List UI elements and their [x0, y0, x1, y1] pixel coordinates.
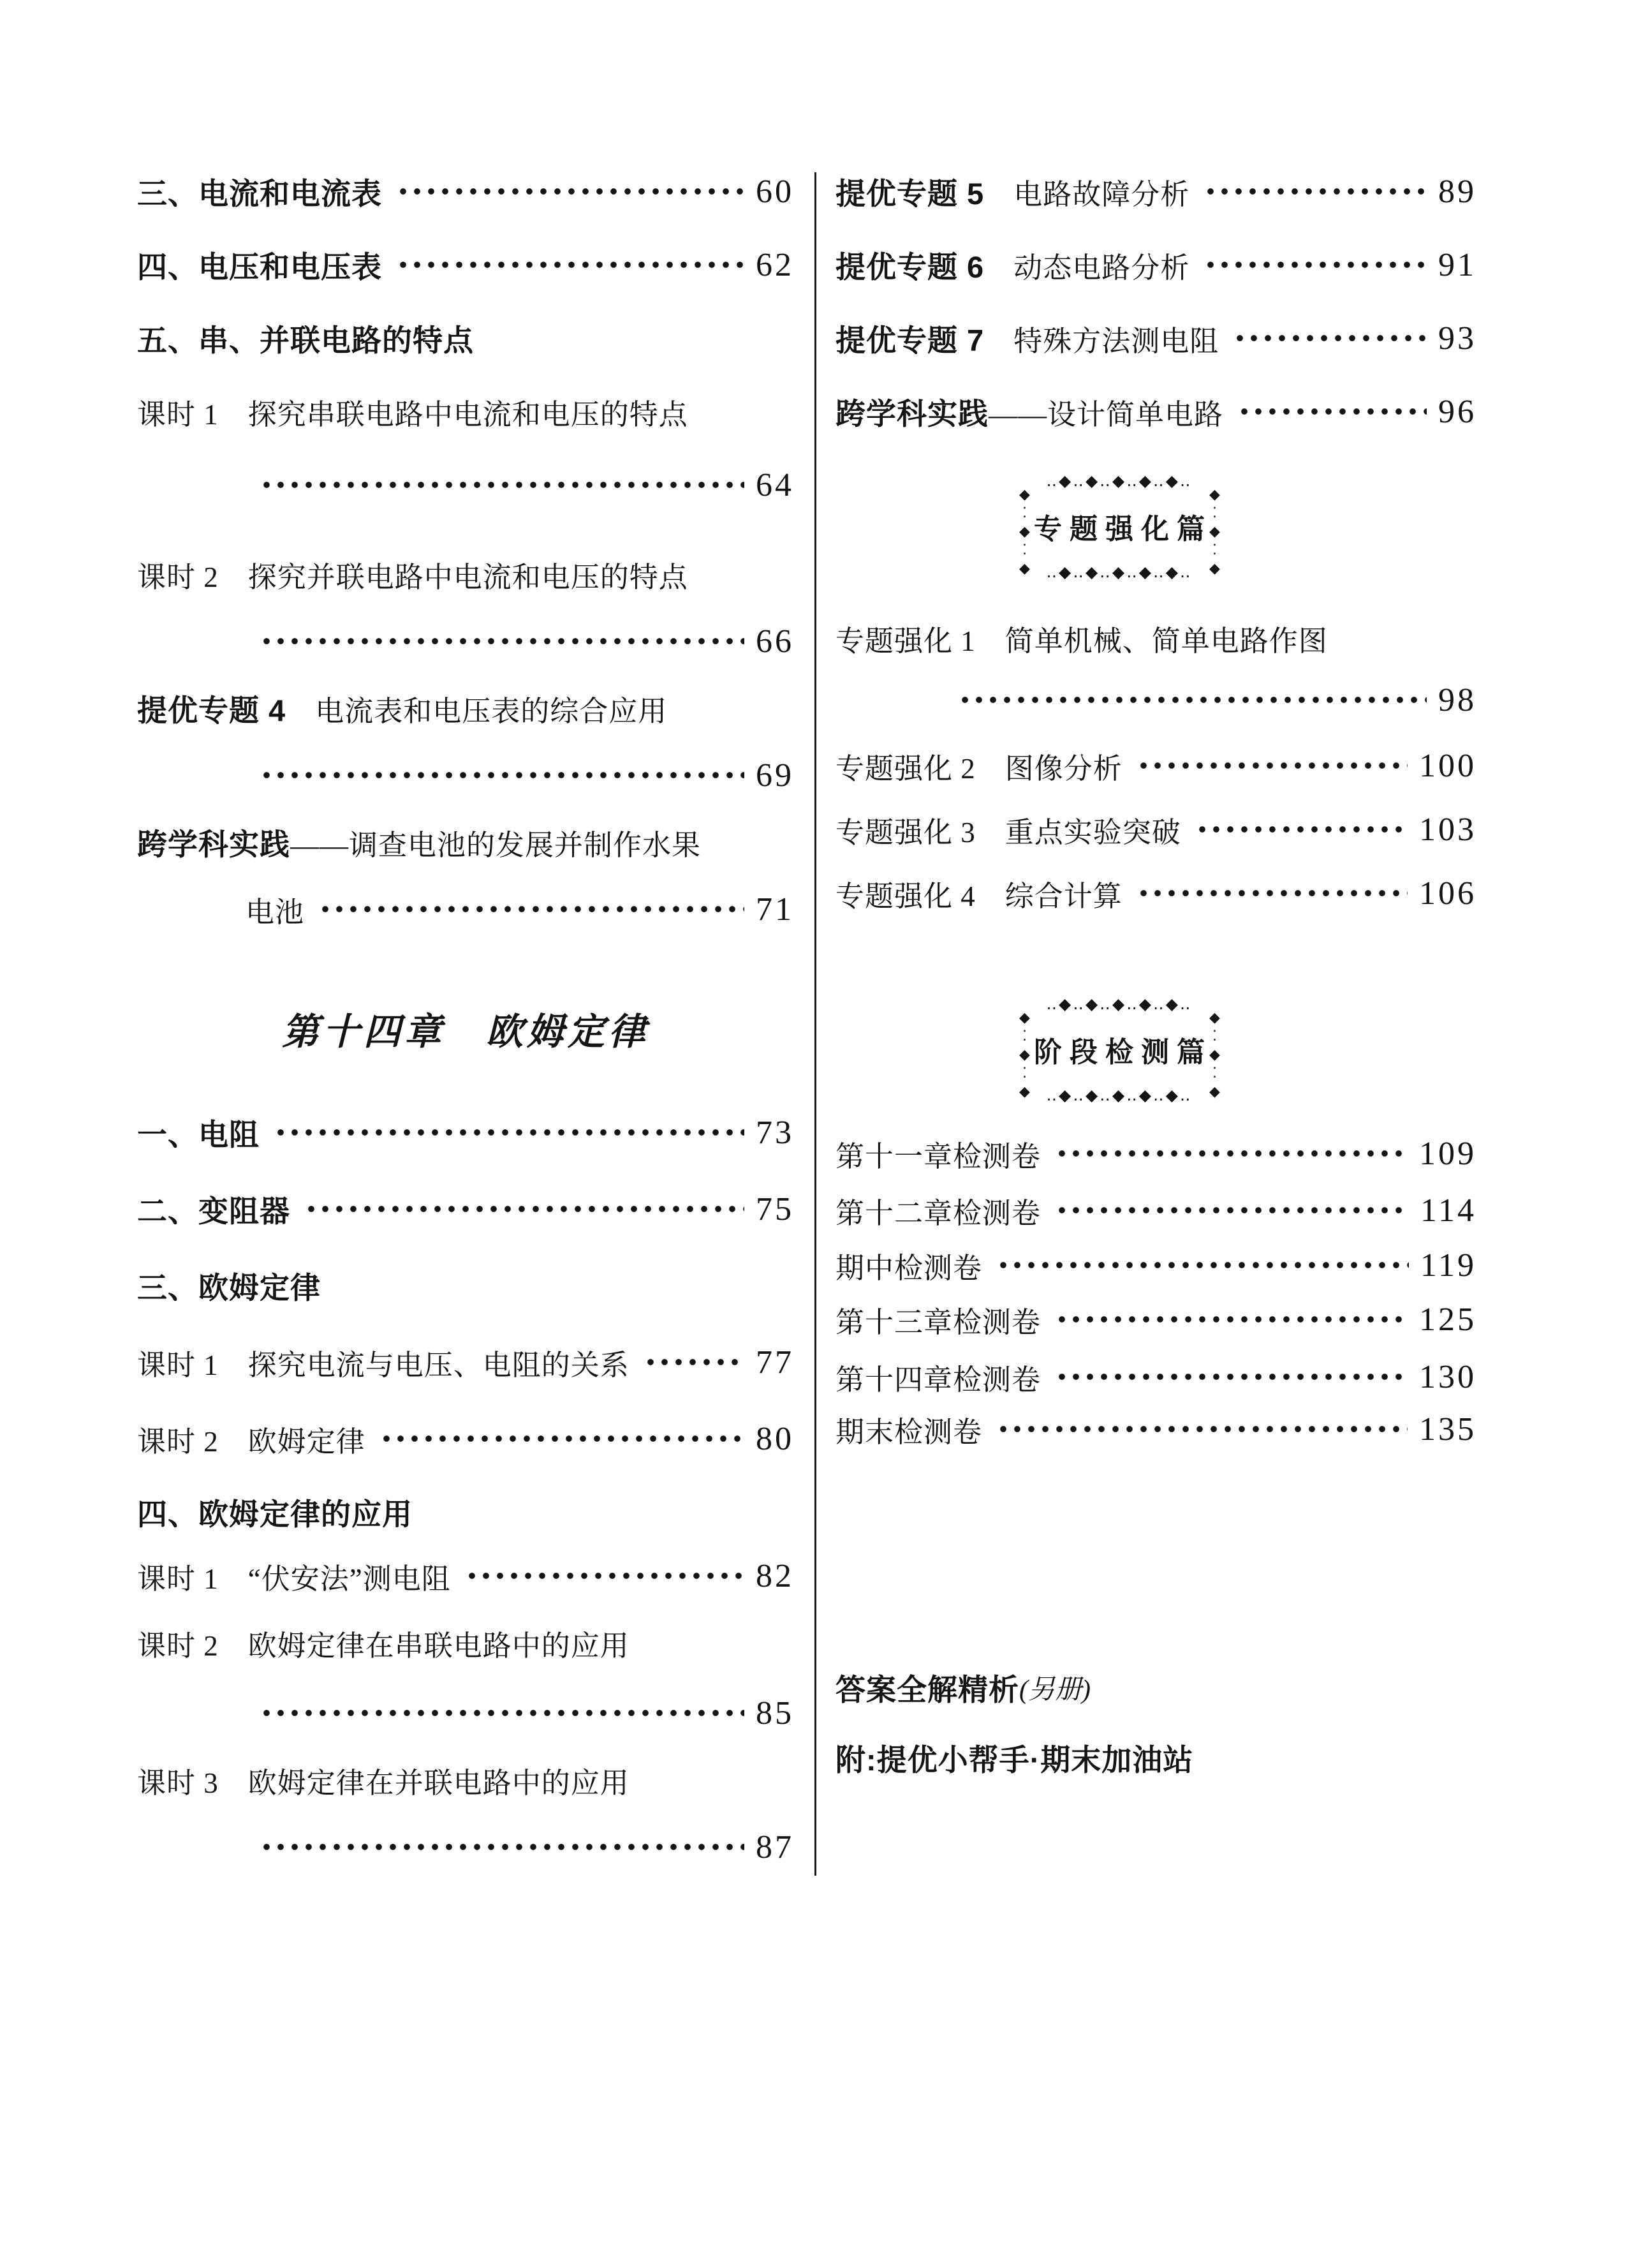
toc-entry-label: 五、串、并联电路的特点 — [137, 323, 474, 357]
section-badge — [1017, 471, 1223, 581]
page-number: 89 — [1438, 173, 1476, 210]
page-number: 87 — [756, 1828, 794, 1865]
toc-entry — [836, 1133, 1476, 1174]
chapter-heading — [137, 1000, 794, 1057]
page-number: 91 — [1438, 246, 1476, 283]
dot-leader — [274, 1112, 744, 1153]
toc-entry-label: 课时 2 欧姆定律 — [137, 1425, 365, 1458]
toc-entry — [137, 822, 794, 863]
toc-entry-label: 课时 1 探究电流与电压、电阻的关系 — [137, 1349, 629, 1381]
toc-entry — [137, 1555, 794, 1596]
toc-entry — [137, 1265, 794, 1306]
badge-border-bottom-ornament: ‥◆‥◆‥◆‥◆‥◆‥ — [1046, 1086, 1193, 1104]
toc-entry — [836, 318, 1476, 359]
toc-entry-label: 答案全解精析 — [836, 1672, 1019, 1707]
toc-entry-suffix: (另册) — [1019, 1675, 1091, 1705]
page-number: 114 — [1420, 1192, 1476, 1229]
dot-leader — [260, 1693, 744, 1733]
toc-entry — [137, 1189, 794, 1229]
badge-border-left-ornament: ◆⁚◆⁚◆ — [1017, 1010, 1033, 1102]
toc-entry-label: 期中检测卷 — [836, 1252, 983, 1284]
toc-entry — [836, 1667, 1476, 1708]
toc-entry — [836, 1190, 1476, 1231]
dot-leader — [1195, 809, 1408, 850]
toc-entry — [836, 873, 1476, 914]
toc-entry-continuation — [836, 679, 1476, 720]
toc-entry-continuation — [137, 621, 794, 662]
toc-entry-label: 课时 2 欧姆定律在串联电路中的应用 — [137, 1629, 629, 1662]
dot-leader — [396, 171, 744, 212]
toc-entry — [836, 1245, 1476, 1286]
toc-entry — [137, 1418, 794, 1459]
toc-entry-label: 附:提优小帮手·期末加油站 — [836, 1742, 1194, 1777]
dot-leader — [1237, 391, 1427, 432]
toc-entry — [137, 171, 794, 212]
toc-entry-label: 特殊方法测电阻 — [984, 325, 1219, 357]
dot-leader — [465, 1555, 744, 1596]
dot-leader — [996, 1245, 1409, 1286]
toc-entry-continuation — [137, 755, 794, 796]
badge-border-top-ornament: ‥◆‥◆‥◆‥◆‥◆‥ — [1046, 995, 1193, 1013]
toc-entry — [836, 1299, 1476, 1340]
section-badge — [1017, 995, 1223, 1104]
toc-entry-prefix: 提优专题 4 — [137, 693, 286, 727]
dot-leader — [396, 244, 744, 285]
toc-entry-label: 电路故障分析 — [984, 178, 1190, 211]
toc-column-left — [137, 0, 794, 2268]
toc-entry-prefix: 提优专题 5 — [836, 176, 985, 211]
page-number: 75 — [756, 1190, 794, 1227]
toc-entry — [836, 618, 1476, 658]
toc-entry-prefix: 跨学科实践 — [137, 827, 290, 861]
toc-entry — [137, 318, 794, 359]
page-number: 130 — [1419, 1358, 1476, 1395]
dot-leader — [1055, 1133, 1408, 1174]
toc-entry — [836, 391, 1476, 432]
badge-border-bottom-ornament: ‥◆‥◆‥◆‥◆‥◆‥ — [1046, 563, 1193, 581]
toc-entry-label: 电池 — [246, 896, 305, 928]
dot-leader — [958, 679, 1427, 720]
page-number: 66 — [756, 623, 794, 660]
page-number: 100 — [1419, 747, 1476, 784]
badge-border-right-ornament: ◆⁚◆⁚◆ — [1207, 487, 1223, 579]
toc-entry-label: 四、电压和电压表 — [137, 249, 382, 284]
toc-entry — [137, 554, 794, 595]
toc-entry-label: 一、电阻 — [137, 1117, 260, 1152]
dot-leader — [1055, 1356, 1408, 1397]
toc-entry-label: 第十四章检测卷 — [836, 1363, 1042, 1396]
toc-entry — [137, 1342, 794, 1382]
toc-entry-label: 动态电路分析 — [984, 251, 1190, 284]
toc-entry-label: 课时 1 “伏安法”测电阻 — [137, 1562, 451, 1595]
dot-leader — [260, 464, 744, 505]
page-number: 85 — [756, 1694, 794, 1731]
page-number: 109 — [1419, 1135, 1476, 1172]
toc-entry-continuation — [137, 1827, 794, 1867]
page-number: 119 — [1420, 1247, 1476, 1284]
dot-leader — [1055, 1299, 1408, 1340]
toc-entry-continuation — [137, 464, 794, 505]
toc-entry — [137, 1112, 794, 1153]
page-number: 69 — [756, 757, 794, 794]
toc-entry-label: 三、电流和电流表 — [137, 176, 382, 211]
toc-entry — [836, 1409, 1476, 1449]
dot-leader — [1233, 318, 1427, 359]
toc-entry-label: 第十二章检测卷 — [836, 1197, 1042, 1229]
page-number: 62 — [756, 246, 794, 283]
page-number: 73 — [756, 1114, 794, 1151]
page-number: 106 — [1419, 875, 1476, 912]
toc-entry-label: 三、欧姆定律 — [137, 1270, 321, 1305]
toc-entry-label: 期末检测卷 — [836, 1416, 983, 1448]
dot-leader — [304, 1189, 744, 1229]
toc-entry-prefix: 跨学科实践 — [836, 396, 989, 431]
toc-entry-label: 专题强化 1 简单机械、简单电路作图 — [836, 625, 1328, 657]
toc-entry-label: 课时 1 探究串联电路中电流和电压的特点 — [137, 398, 688, 431]
dot-leader — [260, 755, 744, 796]
toc-entry — [836, 809, 1476, 850]
page-number: 96 — [1438, 393, 1476, 430]
page-number: 103 — [1419, 811, 1476, 848]
dot-leader — [1137, 873, 1408, 914]
page-number: 98 — [1438, 681, 1476, 718]
dot-leader — [260, 1827, 744, 1867]
toc-entry-prefix: 提优专题 6 — [836, 249, 985, 284]
toc-entry — [836, 745, 1476, 786]
dot-leader — [1204, 244, 1427, 285]
toc-entry-label: 课时 3 欧姆定律在并联电路中的应用 — [137, 1767, 629, 1799]
toc-entry-label: 二、变阻器 — [137, 1194, 290, 1228]
column-divider — [814, 172, 816, 1876]
toc-entry — [836, 171, 1476, 212]
toc-entry — [137, 244, 794, 285]
toc-entry-label: 四、欧姆定律的应用 — [137, 1497, 413, 1531]
badge-label: 专题强化篇 — [1034, 514, 1212, 545]
badge-border-right-ornament: ◆⁚◆⁚◆ — [1207, 1010, 1223, 1102]
toc-entry-label: 第十三章检测卷 — [836, 1306, 1042, 1338]
toc-entry-label: 第十一章检测卷 — [836, 1140, 1042, 1173]
toc-entry — [137, 1492, 794, 1532]
page-number: 60 — [756, 173, 794, 210]
page-number: 82 — [756, 1557, 794, 1594]
toc-entry-label: 专题强化 4 综合计算 — [836, 880, 1123, 912]
page-number: 77 — [756, 1344, 794, 1381]
dot-leader — [260, 621, 744, 662]
toc-entry — [137, 1760, 794, 1800]
toc-entry-label: 电流表和电压表的综合应用 — [286, 695, 668, 727]
dot-leader — [1055, 1190, 1409, 1231]
dot-leader — [1204, 171, 1427, 212]
badge-label: 阶段检测篇 — [1034, 1037, 1212, 1068]
toc-entry-prefix: 提优专题 7 — [836, 323, 985, 357]
dot-leader — [318, 889, 744, 930]
toc-entry-label: 课时 2 探究并联电路中电流和电压的特点 — [137, 561, 688, 593]
toc-entry — [137, 391, 794, 432]
badge-border-top-ornament: ‥◆‥◆‥◆‥◆‥◆‥ — [1046, 471, 1193, 490]
badge-border-left-ornament: ◆⁚◆⁚◆ — [1017, 487, 1033, 579]
dot-leader — [379, 1418, 744, 1459]
page-number: 125 — [1419, 1301, 1476, 1338]
dot-leader — [1137, 745, 1408, 786]
toc-entry-continuation — [137, 889, 794, 930]
toc-entry — [836, 1356, 1476, 1397]
toc-entry-label: 专题强化 2 图像分析 — [836, 752, 1123, 785]
toc-entry-label: ——设计简单电路 — [989, 398, 1224, 431]
toc-entry — [836, 1737, 1476, 1778]
page-number: 93 — [1438, 320, 1476, 357]
toc-entry — [137, 688, 794, 729]
toc-entry-label: ——调查电池的发展并制作水果 — [290, 829, 702, 861]
toc-entry-continuation — [137, 1693, 794, 1733]
toc-entry — [836, 244, 1476, 285]
page-number: 80 — [756, 1420, 794, 1457]
page-number: 64 — [756, 466, 794, 503]
chapter-heading-label: 第十四章 欧姆定律 — [281, 1011, 649, 1053]
page-number: 71 — [756, 891, 794, 928]
dot-leader — [644, 1342, 744, 1382]
page-number: 135 — [1419, 1411, 1476, 1448]
dot-leader — [996, 1409, 1408, 1449]
toc-entry-label: 专题强化 3 重点实验突破 — [836, 816, 1181, 849]
toc-column-right — [836, 0, 1476, 2268]
toc-entry — [137, 1622, 794, 1663]
